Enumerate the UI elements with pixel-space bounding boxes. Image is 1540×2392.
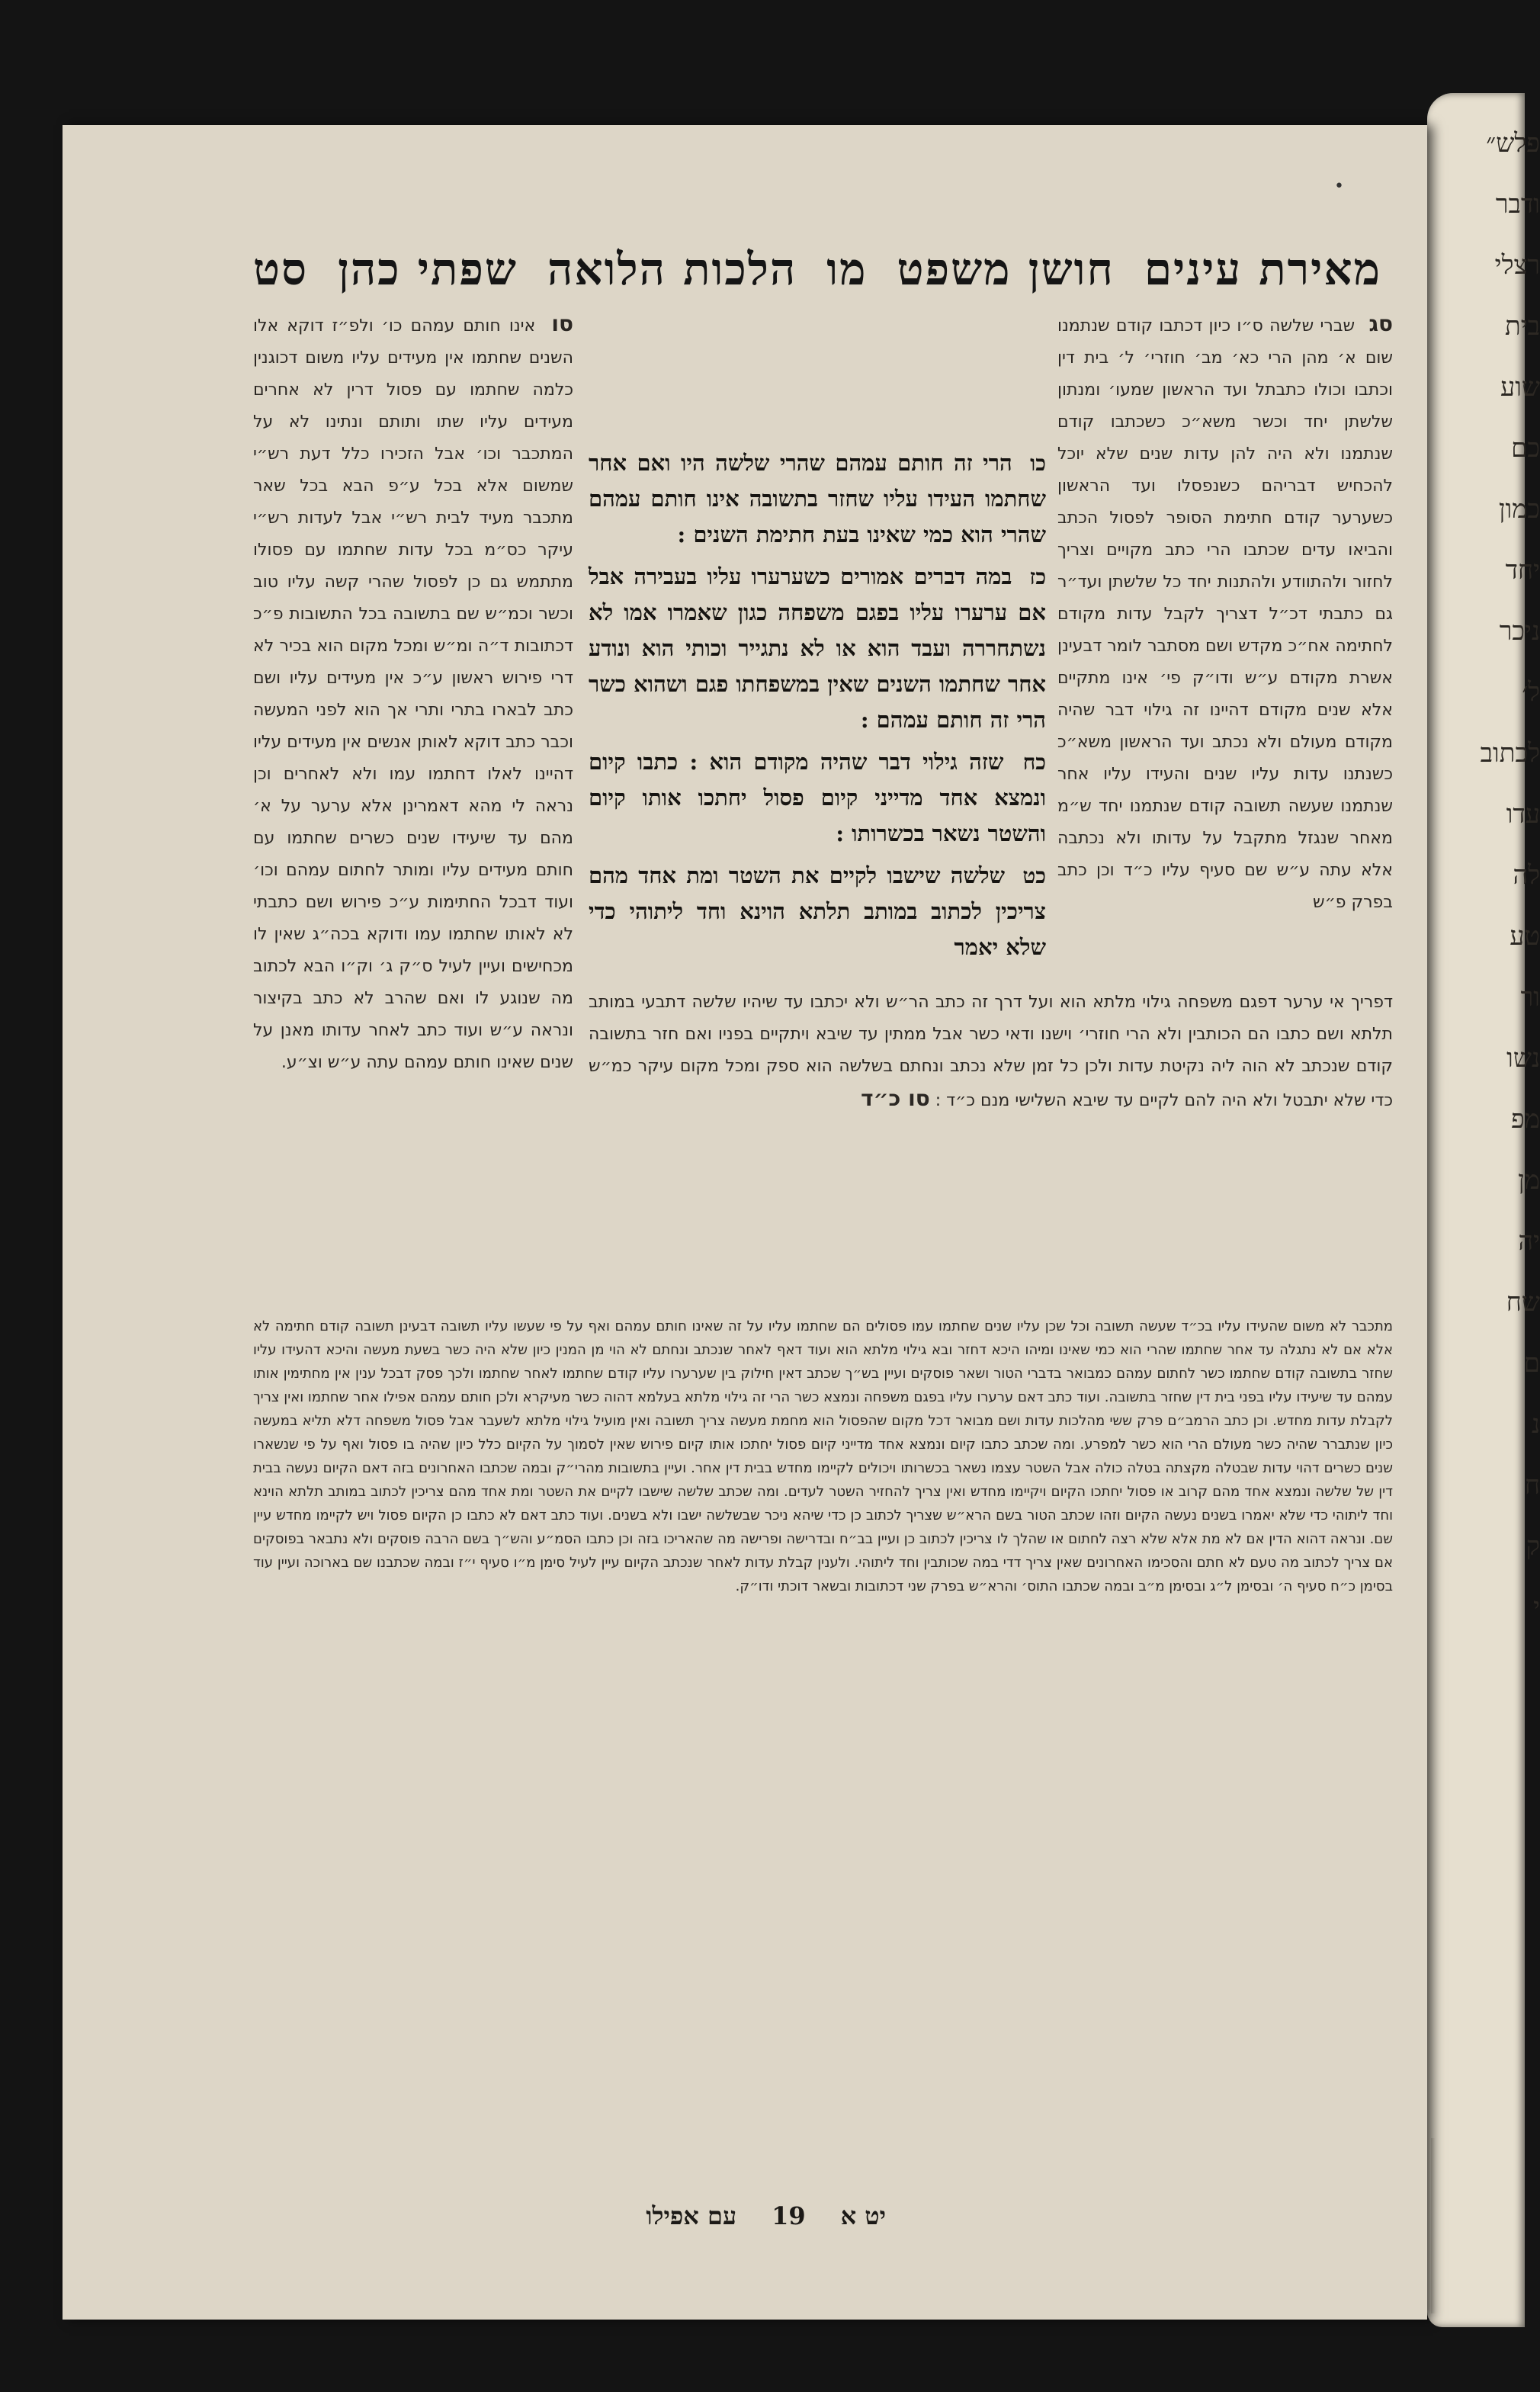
next-page-fragment: לכתוב — [1480, 738, 1540, 769]
main-text-paragraph — [589, 858, 1046, 965]
middle-commentary-block — [589, 987, 1393, 1307]
next-page-fragment: נשו — [1506, 1043, 1540, 1074]
page-corner-mark: • — [1334, 177, 1344, 196]
next-page-fragment: עדו — [1506, 799, 1540, 830]
commentary-text: מתכבר לא משום שהעידו עליו בכ״ד שעשה תשובה וכל שכן עליו שנים שחתמו עמו פסולים הם שחתמו עליו על זה שאינו חותם עמהם ואף על פי שעשו עליו תשובה דבעינן תשובה קודם חתימה לא אלא אם לא נתגלה עד אחר שחתמו שהרי הוא כמי שאינו ומיהו היכא דחזר ובא גילוי מלתא הוא ועוד דאף לאחר שנכתב ונחתם לא הוי מן המנין כיון שלא היה כשר בשעת מעשה והיכא דהעידו עליו שחזר בתשובה קודם שחתמו כשר לחתום עמהם כמבואר בדברי הטור ושאר פוסקים ועיין בש״ך שכתב דאין חילוק בין שערערו עליו קודם שחתמו לאחר שחתמו ולכך פסק דבכל ענין אין מחתימין אותו עמהם עד שיעידו עליו בפני בית דין שחזר בתשובה. ועוד כתב דאם ערערו עליו בפגם משפחה ונמצא כשר הרי זה גילוי מלתא בעלמא דהוה כשר מעיקרא ולכן חותם עמהם אפילו אחר שחתמו ואין צריך לקבלת עדות מחדש. וכן כתב הרמב״ם פרק ששי מהלכות עדות ושם מבואר דכל מקום שהפסול הוא מחמת מעשה צריך תשובה ואין מועיל גילוי מלתא לשעבר אבל פסול משפחה דלא תליא במעשה כיון שנתברר שהיה כשר מעולם הרי הוא כשר למפרע. ומה שכתב כתבו קיום ונמצא אחד מדייני קיום פסול יחתכו אותו קיום פירוש שאין לסמוך על הקיום כלל כיון שהיה בו פסול ואף על פי שנשארו שנים כשרים דהוי עדות שבטלה מקצתה בטלה כולה אבל השטר עצמו נשאר בכשרותו ויכולים לקיימו מחדש בבית דין אחר. ועיין בתשובות מהרי״ק ובמה שכתבו האחרונים בזה דאם הקיום נעשה בבית דין של שלשה ונמצא אחד מהם קרוב או פסול יחתכו הקיום ויקיימו מחדש ואין צריך להחזיר השטר לעדים. ומה שכתב שלשה שישבו לקיים את השטר ומת אחד מהם צריכין לכתוב במותב תלתא הוינא וחד ליתוהי כדי שלא יאמרו בשנים נעשה הקיום וזהו שכתב הטור בשם הרא״ש שצריך לכתוב כן כדי שיהא ניכר שבשלשה ישבו ולא בשנים. ועוד כתב דאם לא כתבו כן הקיום פסול ויש לקיימו מחדש עיין שם. ונראה דהוא הדין אם לא מת אלא שלא רצה לחתום או שהלך לו צריכין לכתוב כן ועיין בב״ח ובדרישה ופרישה מה שהאריכו בזה וכן כתבו הסמ״ע והש״ך בשם הרבה פוסקים ולא נתבאר בפוסקים אם צריך לכתוב מה טעם לא חתם והסכימו האחרונים שאין צריך דדי במה שכותבין וחד ליתוהי. ולענין קבלת עדות לאחר שנכתב הקיום עיין לעיל סימן מ״ו סעיף י״ז ובמה שכתבנו שם בארוכה ועיין עוד בסימן כ״ח סעיף ה׳ ובסימן ל״ג ובסימן מ״ב ובמה שכתבו התוס׳ והרא״ש בפרק שני דכתובות ובשאר דוכתי ודו״ק. — [253, 1318, 1393, 1594]
next-page-fragment: טע — [1510, 921, 1540, 952]
next-page-fragment: בית — [1504, 311, 1540, 342]
bottom-commentary-block — [253, 1315, 1393, 2169]
next-page-fragment: י — [1533, 1592, 1540, 1623]
next-page-fragment: ל׳ — [1522, 677, 1540, 708]
next-page-fragment: ור — [1520, 982, 1540, 1013]
commentary-text: שברי שלשה ס״ו כיון דכתבו קודם שנתמנו שום א׳ מהן הרי כא׳ מב׳ חוזרי׳ ל׳ בית דין וכתבו וכולו כתבתל ועד הראשון שמעו׳ ומנתון שלשתן יחד וכשר משא״כ כשכתבו קודם שנתמנו ולא היה להן עדות שנים שלא יוכל להכחיש דבריהם כשנפסלו ועד הראשון כשערער קודם חתימת הסופר לפסול הכתב והביאו עדים שכתבו הרי כתב מקויים וצריך לחזור ולהתוודע ולהתנות יחד כל שלשתן ועד״ר גם כתבתי דכ״ל דצריך לקבל עדות מקודם לחתימה אח״כ מקדש ושם מסתבר לומר דבעינן אשרת מקודם ע״ש ודו״ק פי׳ אינו מתקיים אלא שנים מקודם דהיינו זה גילוי דבר שהיה מקודם מעולם ולא נכתב ועד הראשון משא״כ כשנתנו עדות עליו שנים והעידו עליו אחר שנתמנו שעשה תשובה קודם שנתמנו יחד ש״מ מאחר שנגזל מתקבל על עדותו ולא נכתבה אלא עתה ע״ש שם סעיף עליו כ״ד וכן כתב בפרק פ״ש — [1057, 316, 1393, 912]
next-page-fragment: ח — [1524, 1470, 1540, 1501]
paragraph-number: כו — [1030, 451, 1046, 476]
main-text-paragraph — [589, 559, 1046, 738]
paragraph-text: במה דברים אמורים כשערערו עליו בעבירה אבל אם ערערו עליו בפגם משפחה כגון שאמרו אמו לא נשתחררה ועבד הוא או לא נתגייר וכותי הוא ונודע אחר שחתמו השנים שאין במשפחתו פגם ושהוא כשר הרי זה חותם עמהם : — [589, 563, 1046, 733]
next-page-fragment: מן — [1518, 1165, 1540, 1196]
header-title: חושן משפט — [897, 243, 1115, 295]
paragraph-number: כז — [1029, 564, 1047, 589]
commentary-text: דפריך אי ערער דפגם משפחה גילוי מלתא הוא ועל דרך זה כתב הר״ש ולא יכתבו עד שיהיו שלשה דתבעי במותב תלתא ושם כתבו הם הכותבין ולא הרי חוזרי׳ וישנו ודאי כשר אבל ממתין עד שיבא ויתקיים בפניו ואם חזר בתשובה קודם שנכתב לא הוה ליה נקיטת עדות ולכן כל זמן שלא נכתב ונחתם בשלשה הוא ספק ומכל מקום עיקר כמ״ש כדי שלא יתבטל ולא היה להם לקיים עד שיבא השלישי מנם כ״ד : — [589, 993, 1393, 1110]
book-page — [63, 125, 1427, 2320]
paragraph-number: כח — [1022, 750, 1046, 775]
page-footer — [306, 2193, 886, 2239]
next-page-fragment: יחד — [1505, 555, 1540, 586]
main-text-block — [589, 445, 1046, 979]
header-title: מו — [826, 243, 868, 295]
comment-number: סג — [1368, 311, 1393, 336]
next-page-fragment: שח — [1506, 1287, 1540, 1318]
header-title: שפתי כהן — [338, 243, 518, 295]
paragraph-text: הרי זה חותם עמהם שהרי שלשה היו ואם אחר שחתמו העידו עליו שחזר בתשובה אינו חותם עמהם שהרי הוא כמי שאינו בעת חתימת השנים : — [589, 450, 1046, 547]
next-page-fragment: לה — [1513, 860, 1540, 891]
paragraph-text: שזה גילוי דבר שהיה מקודם הוא : כתבו קיום ונמצא אחד מדייני קיום פסול יחתכו אותו קיום והשטר נשאר בכשרותו : — [589, 749, 1046, 846]
header-title: סט — [253, 243, 309, 295]
next-page-fragment: רצלי — [1494, 250, 1540, 281]
next-page-fragment: ודבר — [1495, 189, 1540, 220]
next-page-edge — [1427, 93, 1540, 2327]
next-page-fragment: יה — [1518, 1226, 1540, 1257]
comment-number: סו — [551, 311, 573, 336]
next-page-fragment: שוע — [1500, 372, 1540, 403]
next-page-fragment: ם — [1523, 1348, 1540, 1379]
header-title: הלכות הלואה — [547, 243, 797, 295]
comment-number: סו כ״ד — [861, 1086, 930, 1111]
running-header — [253, 238, 1381, 300]
next-page-fragment: כמון — [1498, 494, 1540, 525]
page-crease — [1431, 2138, 1436, 2313]
page-number: 19 — [772, 2201, 806, 2230]
paragraph-number: כט — [1022, 863, 1046, 888]
main-text-paragraph — [589, 445, 1046, 553]
paragraph-text: שלשה שישבו לקיים את השטר ומת אחד מהם צריכין לכתוב במותב תלתא הוינא וחד ליתוהי כדי שלא יאמר — [589, 862, 1046, 960]
left-commentary-column — [253, 308, 573, 1269]
next-page-fragment: כם — [1511, 433, 1540, 464]
next-page-fragment: נ — [1531, 1409, 1540, 1440]
next-page-fragment: מפ — [1511, 1104, 1540, 1135]
catchword: עם אפילו — [646, 2201, 737, 2230]
main-text-paragraph — [589, 744, 1046, 852]
next-page-fragment: ק — [1526, 1531, 1540, 1562]
commentary-text: אינו חותם עמהם כו׳ ולפ״ז דוקא אלו השנים שחתמו אין מעידים עליו משום דכוגנין כלמה שחתמו עם פסול דרין לא אחרים מעידים עליו שתו ותותם ונתינו לא על המתכבר וכו׳ אבל הזכירו כלל דעת רש״י שמשום אלא בכל ע״פ הבא בכל שאר מתכבר מעיד לבית רש״י אבל לעדות רש״י עיקר כס״מ בכל עדות שחתמו עם פסולו מתתמש גם כן לפסול שהרי קשה עליו טוב וכשר וכמ״ש שם בתשובה בכל התשובות פ״כ דכתובות ד״ה ומ״ש ומכל מקום הוא בכיר לא דרי פירוש ראשון ע״כ אין מעידים עליו ושם כתב לבארו בתרי ותרי אך הוא לפני המעשה וכבר כתב דוקא לאותן אנשים אין מעידים עליו דהיינו לאלו דחתמו עמו ולא לאחרים וכן נראה לי מהא דאמרינן אלא ערער על א׳ מהם עד שיעידו שנים כשרים שחתמו עם חותם מעידים עליו ומותר לחתום עמהם וכו׳ ועוד דבכל החתימות ע״כ פירוש ושם כתבתי לא לאותו שחתמו עמו ודוקא בכה״ג שאין לו מכחישים ועיין לעיל ס״ק ג׳ וק״ו הבא לכתוב מה שנוגע לו ואם שהרב לא כתב בקיצור ונראה ע״ש ועוד כתב לאחר עדותו מאנן על שנים שאינו חותם עמהם עתה ע״ש וצ״ע. — [253, 316, 573, 1072]
next-page-fragment: פלש״ — [1486, 128, 1540, 159]
header-title: מאירת עינים — [1144, 243, 1381, 295]
signature-mark: יט א — [840, 2201, 886, 2230]
next-page-fragment: ניכר — [1499, 616, 1540, 647]
